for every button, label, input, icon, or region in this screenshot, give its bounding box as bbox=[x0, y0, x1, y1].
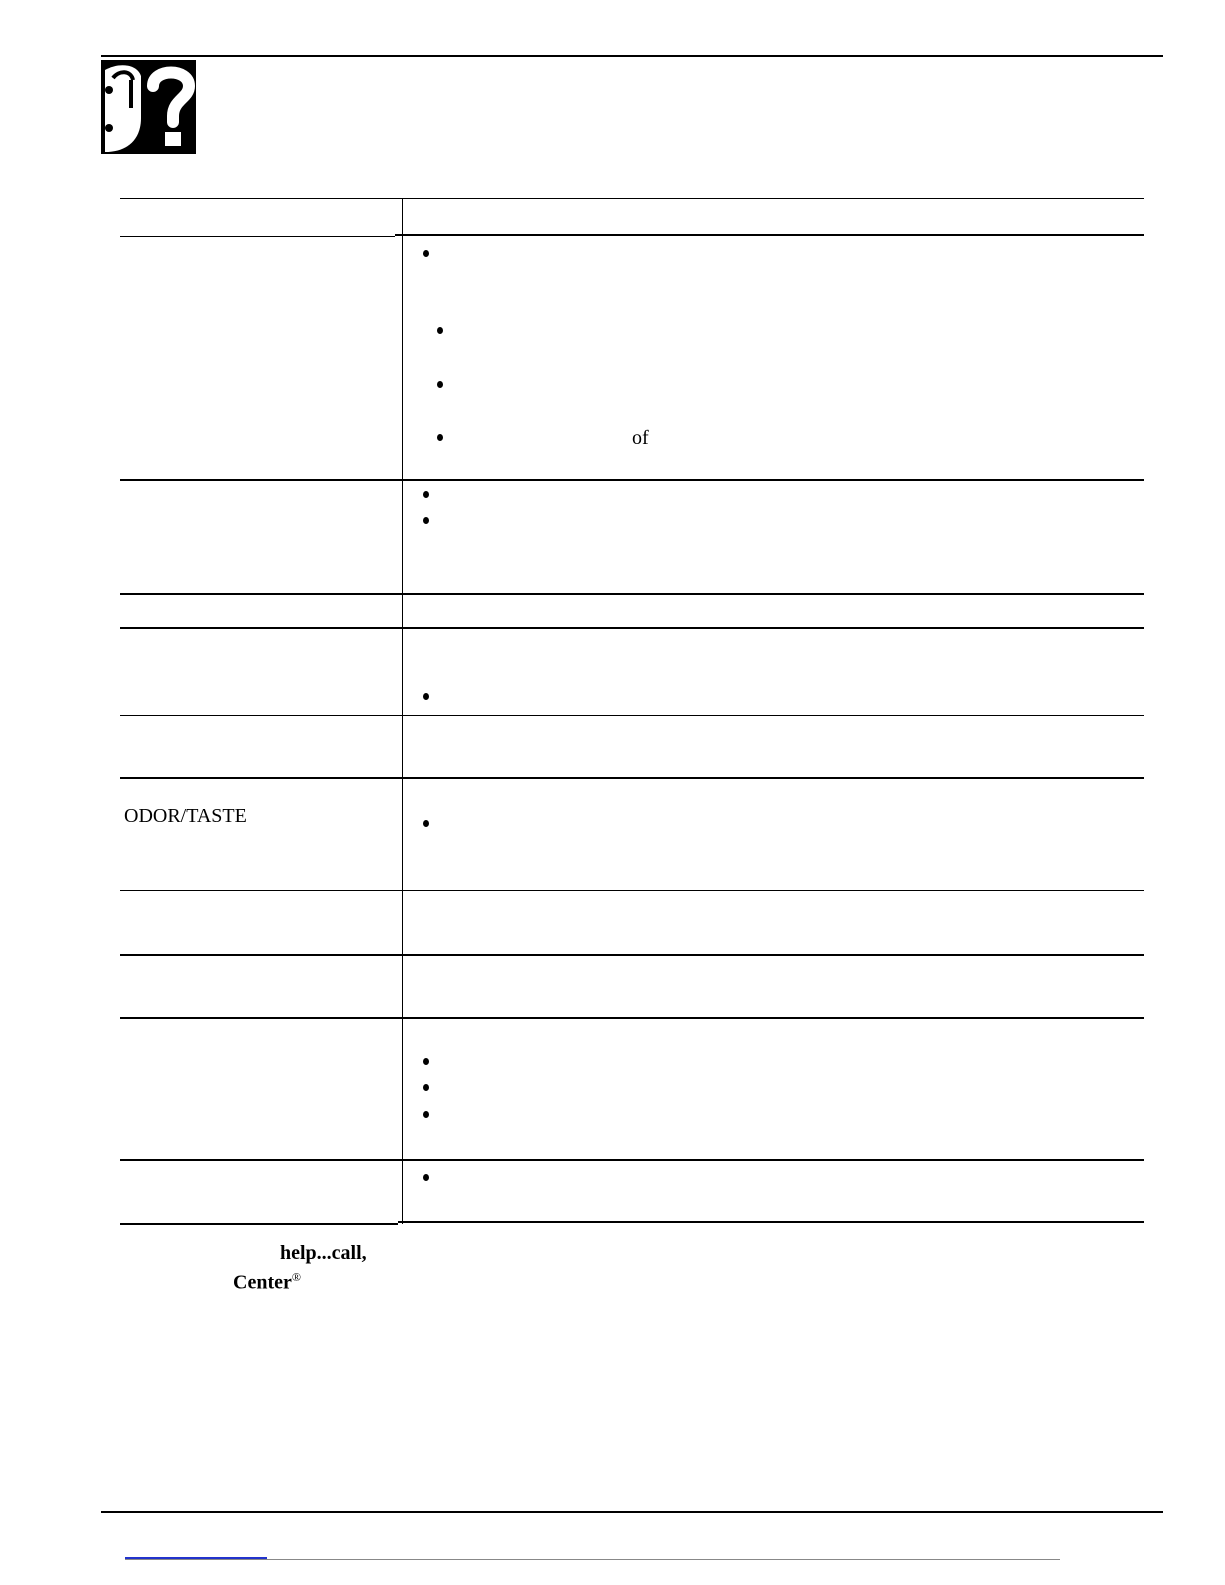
registered-mark: ® bbox=[291, 1270, 301, 1284]
bullet bbox=[423, 1084, 429, 1091]
row-separator bbox=[120, 954, 1144, 956]
header-bottom-rule-left bbox=[120, 236, 395, 237]
bullet bbox=[437, 327, 443, 334]
row-separator bbox=[120, 1017, 1144, 1019]
row-label-odor-taste: ODOR/TASTE bbox=[124, 805, 247, 827]
row-separator bbox=[120, 777, 1144, 779]
row-separator bbox=[120, 890, 1144, 891]
table-top-rule bbox=[120, 198, 1144, 199]
header-bottom-rule-right bbox=[395, 234, 1144, 236]
footer-help-call: help...call, bbox=[280, 1242, 367, 1264]
table-bottom-rule-left bbox=[120, 1223, 398, 1225]
row-text-of: of bbox=[632, 427, 649, 449]
top-rule bbox=[101, 55, 1163, 57]
bullet bbox=[423, 820, 429, 827]
bullet bbox=[437, 381, 443, 388]
footer-center bbox=[233, 1266, 301, 1294]
bottom-rule bbox=[101, 1511, 1163, 1513]
row-separator bbox=[120, 715, 1144, 716]
bottom-thin-rule bbox=[125, 1559, 1060, 1560]
help-logo bbox=[101, 60, 196, 154]
bullet bbox=[423, 1111, 429, 1118]
column-divider bbox=[402, 198, 403, 1224]
bullet bbox=[423, 491, 429, 498]
bullet bbox=[437, 434, 443, 441]
row-separator bbox=[120, 593, 1144, 595]
row-separator bbox=[120, 1159, 1144, 1161]
bullet bbox=[423, 1058, 429, 1065]
question-mark-face-icon bbox=[101, 60, 196, 154]
footer-center-text: Center bbox=[233, 1271, 292, 1294]
bullet bbox=[423, 517, 429, 524]
bullet bbox=[423, 250, 429, 257]
bullet bbox=[423, 693, 429, 700]
bottom-link-underline bbox=[125, 1557, 267, 1559]
row-separator bbox=[120, 479, 1144, 481]
table-bottom-rule-right bbox=[398, 1221, 1144, 1223]
row-separator bbox=[120, 627, 1144, 629]
bullet bbox=[423, 1174, 429, 1181]
